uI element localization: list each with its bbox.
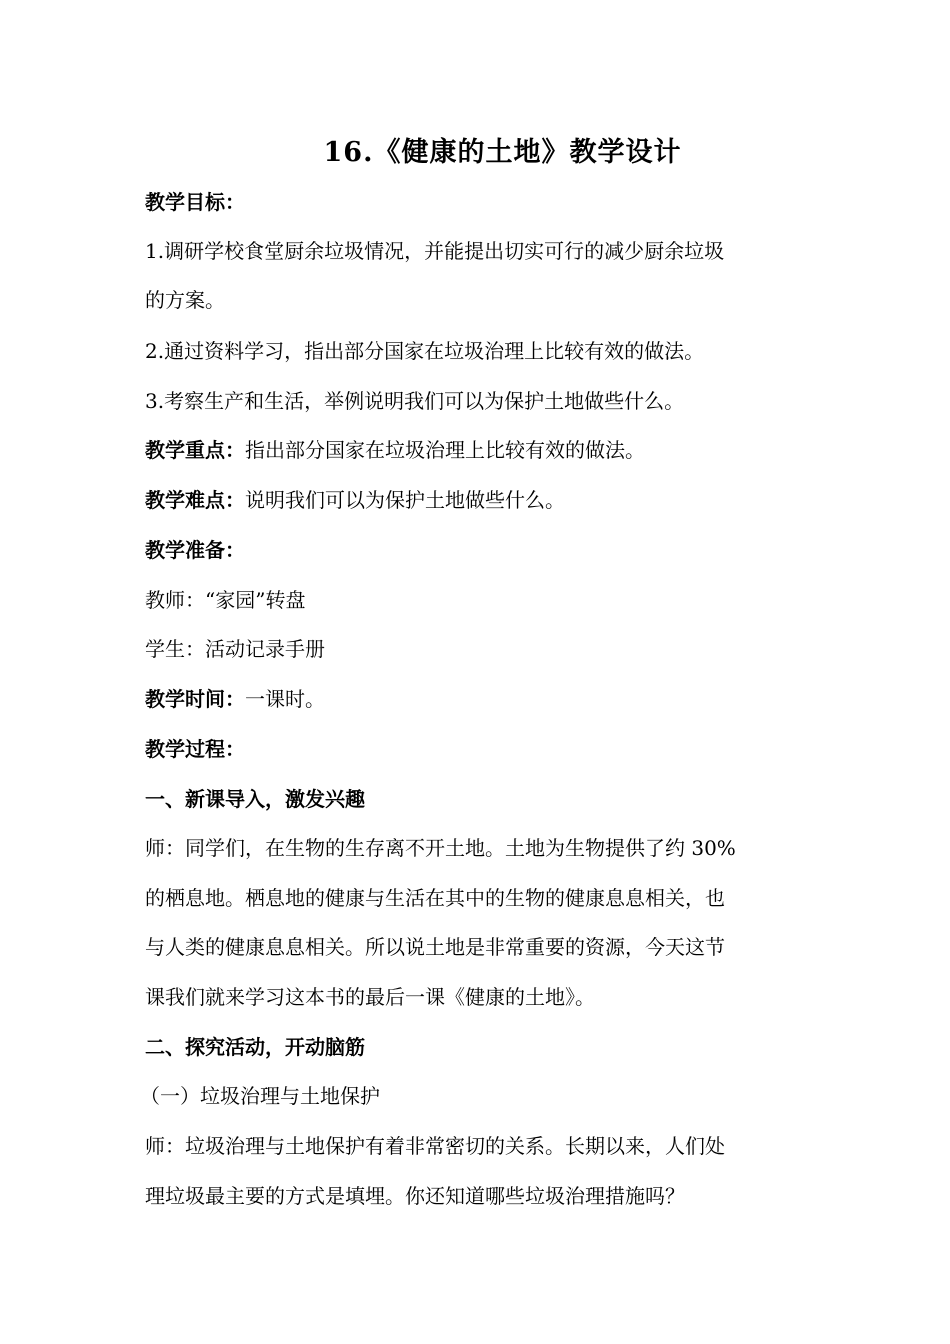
- page-title: 16.《健康的土地》教学设计: [323, 137, 682, 168]
- difficulty-label: 教学难点：: [145, 488, 245, 512]
- preparation-student: 学生：活动记录手册: [145, 637, 325, 661]
- objective-1-line-1: 1.调研学校食堂厨余垃圾情况，并能提出切实可行的减少厨余垃圾: [145, 239, 725, 263]
- teaching-time: [145, 684, 815, 714]
- section-2-subheading: （一）垃圾治理与土地保护: [140, 1084, 380, 1108]
- section-1-paragraph-line-1: 师：同学们，在生物的生存离不开土地。土地为生物提供了约 30%: [145, 836, 736, 860]
- objective-2: 2.通过资料学习，指出部分国家在垃圾治理上比较有效的做法。: [145, 339, 705, 363]
- section-2-paragraph-line-1: 师：垃圾治理与土地保护有着非常密切的关系。长期以来，人们处: [145, 1134, 725, 1158]
- objective-3: 3.考察生产和生活，举例说明我们可以为保护土地做些什么。: [145, 389, 685, 413]
- key-point-label: 教学重点：: [145, 438, 245, 462]
- section-1-heading: 一、新课导入，激发兴趣: [145, 787, 365, 811]
- difficulty-text: 说明我们可以为保护土地做些什么。: [245, 488, 565, 512]
- time-text: 一课时。: [245, 687, 325, 711]
- difficulty: [145, 485, 815, 515]
- process-heading: 教学过程：: [145, 737, 245, 761]
- objectives-heading: 教学目标：: [145, 190, 245, 214]
- section-1-paragraph-line-3: 与人类的健康息息相关。所以说土地是非常重要的资源，今天这节: [145, 935, 725, 959]
- key-point: [145, 435, 815, 465]
- preparation-teacher: 教师：“家园”转盘: [145, 588, 306, 612]
- preparation-heading: 教学准备：: [145, 538, 245, 562]
- objective-1-line-2: 的方案。: [145, 288, 225, 312]
- section-2-paragraph-line-2: 理垃圾最主要的方式是填埋。你还知道哪些垃圾治理措施吗？: [145, 1184, 685, 1208]
- section-2-heading: 二、探究活动，开动脑筋: [145, 1035, 365, 1059]
- section-1-paragraph-line-2: 的栖息地。栖息地的健康与生活在其中的生物的健康息息相关，也: [145, 886, 725, 910]
- key-point-text: 指出部分国家在垃圾治理上比较有效的做法。: [245, 438, 645, 462]
- time-label: 教学时间：: [145, 687, 245, 711]
- section-1-paragraph-line-4: 课我们就来学习这本书的最后一课《健康的土地》。: [145, 985, 595, 1009]
